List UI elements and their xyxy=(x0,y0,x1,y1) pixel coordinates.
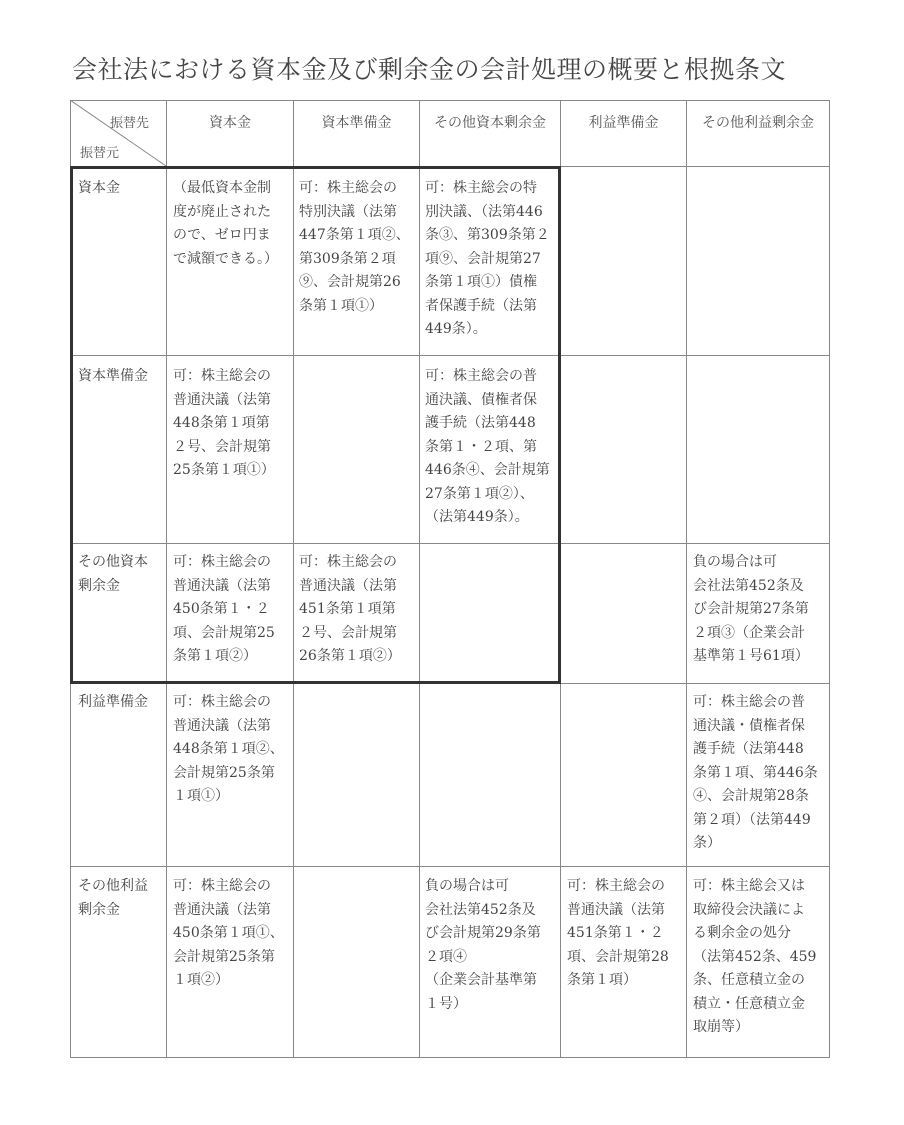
cell-legal-retained-reserve-to-other-retained-surplus: 可：株主総会の普 通決議・債権者保 護手続（法第448 条第１項、第446条 ④、会計規第28条 第２項）（法第449 条） xyxy=(693,694,818,851)
cell-other-capital-surplus-to-other-retained-surplus: 負の場合は可 会社法第452条及 び会計規第27条第 ２項③（企業会計 基準第１号61項） xyxy=(693,554,809,664)
cell-other-retained-surplus-to-legal-retained-reserve: 可：株主総会の 普通決議（法第 451条第１・２ 項、会計規第28 条第１項） xyxy=(567,878,669,988)
account-transfer-table xyxy=(70,100,830,1058)
row-label-other-capital-surplus: その他資本 剰余金 xyxy=(78,554,148,594)
cell-capital-to-other-capital-surplus: 可：株主総会の特 別決議、（法第446 条③、第309条第２ 項⑨、会計規第27 条第１項①）債権 者保護手続（法第 449条）。 xyxy=(425,180,550,337)
cell-other-retained-surplus-to-other-capital-surplus: 負の場合は可 会社法第452条及 び会計規第29条第 ２項④ （企業会計基準第 １号） xyxy=(425,878,541,1012)
col-header-other-capital-surplus: その他資本剰余金 xyxy=(434,115,546,131)
cell-other-capital-surplus-to-capital: 可：株主総会の 普通決議（法第 450条第１・２ 項、会計規第25 条第１項②） xyxy=(173,554,275,664)
cell-other-capital-surplus-to-capital-reserve: 可：株主総会の 普通決議（法第 451条第１項第 ２号、会計規第 26条第１項②） xyxy=(299,554,401,664)
row-label-capital-reserve: 資本準備金 xyxy=(78,368,148,384)
cell-legal-retained-reserve-to-capital: 可：株主総会の 普通決議（法第 448条第１項②、 会計規第25条第 １項①） xyxy=(173,694,284,804)
cell-capital-reserve-to-capital: 可：株主総会の 普通決議（法第 448条第１項第 ２号、会計規第 25条第１項①） xyxy=(173,368,275,478)
row-label-capital: 資本金 xyxy=(78,180,120,196)
col-header-other-retained-surplus: その他利益剰余金 xyxy=(702,115,814,131)
row-label-other-retained-surplus: その他利益 剰余金 xyxy=(78,878,148,918)
cell-other-retained-surplus-to-other-retained-surplus: 可：株主総会又は 取締役会決議によ る剰余金の処分 （法第452条、459 条、任意積立金の 積立・任意積立金 取崩等） xyxy=(693,878,817,1035)
cell-capital-reserve-to-other-capital-surplus: 可：株主総会の普 通決議、債権者保 護手続（法第448 条第１・２項、第 446条④、会計規第 27条第１項②）、 （法第449条）。 xyxy=(425,368,550,525)
cell-other-retained-surplus-to-capital: 可：株主総会の 普通決議（法第 450条第１項①、 会計規第25条第 １項②） xyxy=(173,878,284,988)
col-header-legal-retained-reserve: 利益準備金 xyxy=(588,115,659,131)
col-header-capital-reserve: 資本準備金 xyxy=(321,115,392,131)
col-header-capital: 資本金 xyxy=(209,115,251,131)
corner-from-label: 振替元 xyxy=(80,146,120,161)
cell-capital-to-capital-reserve: 可：株主総会の 特別決議（法第 447条第１項②、 第309条第２項 ⑨、会計規第26 条第１項①） xyxy=(299,180,410,314)
corner-to-label: 振替先 xyxy=(110,116,150,131)
row-label-legal-retained-reserve: 利益準備金 xyxy=(78,694,148,710)
cell-capital-to-capital: （最低資本金制 度が廃止された ので、ゼロ円ま で減額できる。） xyxy=(173,180,278,267)
page-title: 会社法における資本金及び剰余金の会計処理の概要と根拠条文 xyxy=(72,55,787,84)
